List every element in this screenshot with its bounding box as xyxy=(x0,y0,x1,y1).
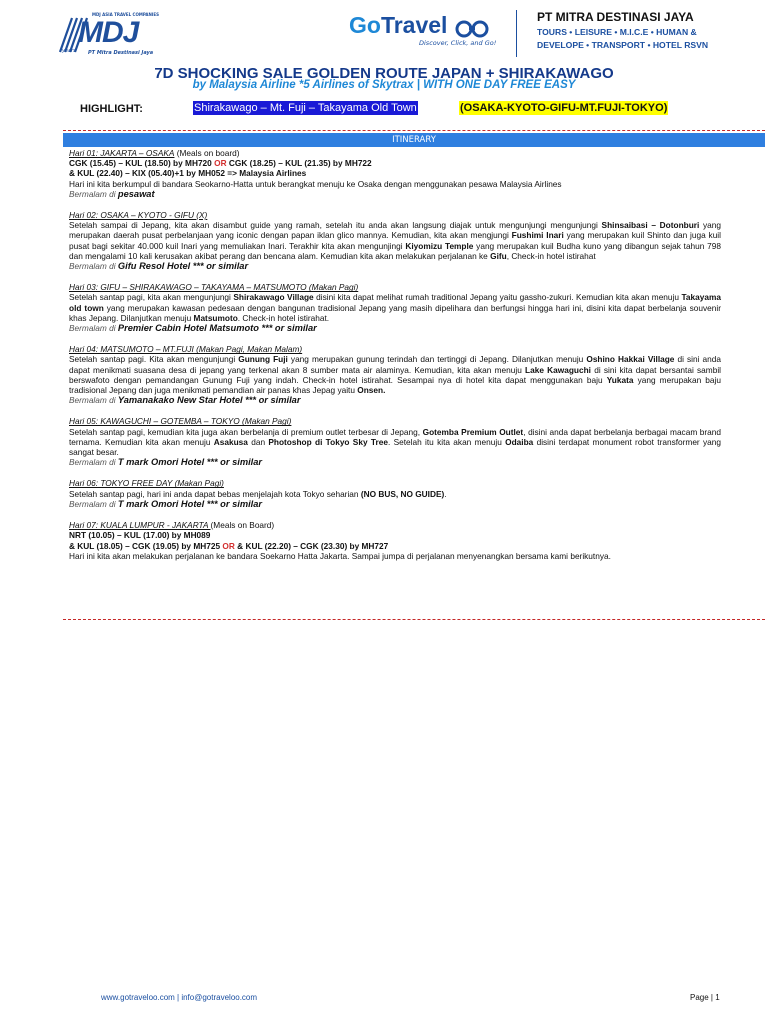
body-text: , Check-in hotel istirahat xyxy=(506,250,596,261)
day-heading: Hari 02: OSAKA – KYOTO - GIFU (X) xyxy=(69,210,208,221)
place-name: Fushimi Inari xyxy=(511,230,564,241)
page-number: Page | 1 xyxy=(690,993,720,1002)
body-text: disini terdapat monument robot transformer yang sangat besar. xyxy=(69,436,721,458)
flight-text: & KUL (18.05) – CGK (19.05) by MH725 xyxy=(69,540,223,551)
overnight-prefix: Bermalam di xyxy=(69,261,116,272)
body-text: disini kita dapat melihat rumah traditional Jepang yaitu gassho-zukuri. Kemudian kita akan menuju xyxy=(313,292,682,303)
day-heading: Hari 04: MATSUMOTO – MT.FUJI (Makan Pagi, Makan Malam) xyxy=(69,344,303,355)
day-4 xyxy=(69,344,721,405)
place-name: Photoshop di Tokyo Sky Tree xyxy=(268,436,388,447)
day-heading: Hari 05: KAWAGUCHI – GOTEMBA – TOKYO (Makan Pagi) xyxy=(69,416,292,427)
body-text: yang merupakan baju tradisional Jepang dan juga menikmati pemandian air panas khas Jepag yaitu xyxy=(69,374,721,396)
overnight xyxy=(69,189,721,199)
body-text: . Check-in hotel istirahat. xyxy=(237,312,330,323)
page-subtitle: by Malaysia Airline *5 Airlines of Skytrax | WITH ONE DAY FREE EASY xyxy=(192,79,576,91)
body-text: dan xyxy=(247,436,269,447)
overnight-prefix: Bermalam di xyxy=(69,457,116,468)
place-name: Shinsaibasi – Dotonburi xyxy=(601,220,700,231)
divider-bottom xyxy=(63,619,765,620)
body-text: yang merupakan kawasan pedesaan dengan bangunan tradisional Jepang yang masih dipelihara dan berfungsi hingga hari ini, disini kita dapat berbelanja souvenir khas Jepang. Dilanjutkan menuju xyxy=(69,302,721,323)
logo-text: MDJ xyxy=(78,16,139,49)
overnight xyxy=(69,261,721,271)
divider-top xyxy=(63,130,765,131)
place-name: Matsumoto xyxy=(193,312,238,323)
day-7 xyxy=(69,520,721,561)
body-text: yang merupakan kuil Shinto dan juga kuil pusat bagi sekitar 40.000 kuil Inari yang memuliakan Inari. Terakhir kita akan mengunjingi xyxy=(69,230,721,251)
flight-line: NRT (10.05) – KUL (17.00) by MH089 xyxy=(69,530,211,541)
overnight-place: T mark Omori Hotel *** or similar xyxy=(117,498,263,509)
itinerary-header: ITINERARY xyxy=(63,133,765,147)
overnight xyxy=(69,395,721,405)
flight-text: CGK (15.45) – KUL (18.50) by MH720 xyxy=(69,158,215,169)
or-label: OR xyxy=(222,540,235,551)
overnight xyxy=(69,499,721,509)
footer-contact[interactable]: www.gotraveloo.com | info@gotraveloo.com xyxy=(101,993,258,1002)
body-text: , disini anda dapat berbelanja berbagai macam brand ternama. Kemudian kita akan menuju xyxy=(69,426,722,447)
overnight-place: T mark Omori Hotel *** or similar xyxy=(117,457,263,468)
place-name: Gunung Fuji xyxy=(238,354,288,365)
overnight-place: pesawat xyxy=(117,188,155,199)
place-name: Odaiba xyxy=(505,436,534,447)
body-text: . xyxy=(444,488,447,499)
body-text: . Setelah itu kita akan menuju xyxy=(387,436,506,447)
place-name: Kiyomizu Temple xyxy=(405,240,474,251)
place-name: Gifu xyxy=(490,250,507,261)
overnight-place: Premier Cabin Hotel Matsumoto *** or similar xyxy=(117,323,317,334)
body-text: yang merupakan gunung terindah dan tertinggi di Jepang. Dilanjutkan menuju xyxy=(287,354,587,365)
brand-go: Go xyxy=(349,12,381,38)
day-body: Hari ini kita akan melakukan perjalanan ke bandara Soekarno Hatta Jakarta. Sampai jumpa di perjalanan menyenangkan bersama kami berikutnya. xyxy=(69,550,611,561)
logo-years: years xyxy=(62,48,76,54)
day-body xyxy=(69,354,721,395)
overnight xyxy=(69,457,721,467)
day-body xyxy=(69,427,721,458)
flight-line: & KUL (22.40) – KIX (05.40)+1 by MH052 => Malaysia Airlines xyxy=(69,168,307,179)
body-text: Setelah santap pagi, hari ini anda dapat bebas menjelajah kota Tokyo seharian xyxy=(69,488,361,499)
day-meals: (Meals on board) xyxy=(174,148,240,158)
place-name: Yukata xyxy=(606,374,634,385)
place-name: (NO BUS, NO GUIDE) xyxy=(360,488,445,499)
place-name: Takayama old town xyxy=(69,292,721,313)
brand-travel: Travel xyxy=(380,12,448,38)
mdj-logo xyxy=(58,10,168,56)
binoculars-icon xyxy=(455,20,489,38)
place-name: Lake Kawaguchi xyxy=(525,364,591,375)
day-meals: (Meals on Board) xyxy=(210,520,275,531)
flight-text: & KUL (22.20) – CGK (23.30) by MH727 xyxy=(234,540,389,551)
place-name: Shirakawago Village xyxy=(233,292,314,303)
body-text: yang merupakan kuil Budha kuno yang dibangun sejak tahun 798 dan mengalami 10 kali kerusakan akibat perang dan bencana alam. Kemudian kita akan melakukan perjalanan ke xyxy=(69,240,721,261)
page-title: 7D SHOCKING SALE GOLDEN ROUTE JAPAN + SHIRAKAWAGO xyxy=(154,65,614,82)
body-text: Setelah santap pagi, kita akan mengunjungi xyxy=(69,292,234,303)
services-line-1: TOURS • LEISURE • M.I.C.E • HUMAN & xyxy=(537,27,697,37)
logo-tagline-top: MDJ ASIA TRAVEL COMPANIES xyxy=(92,12,159,17)
body-text: di sini kita dapat bersantai sambil berswafoto dengan pemandangan Gunung Fuji yang indah. Check-in hotel istirahat. Sesampai nya di hotel kita dapat menggunakan baju xyxy=(69,364,722,385)
day-body xyxy=(69,292,721,323)
day-1 xyxy=(69,148,721,199)
logo-tagline-bottom: PT Mitra Destinasi Jaya xyxy=(88,50,154,56)
body-text: Setelah santap pagi, kemudian kita juga akan berbelanja di premium outlet terbesar di Jepang, xyxy=(69,426,423,437)
overnight-prefix: Bermalam di xyxy=(69,323,116,334)
overnight xyxy=(69,323,721,333)
overnight-place: Yamanakako New Star Hotel *** or similar xyxy=(117,395,301,406)
body-text: Setelah sampai di Jepang, kita akan disambut guide yang ramah, setelah itu anda akan langsung diajak untuk mengunjungi mengunjungi xyxy=(69,220,602,231)
day-6 xyxy=(69,478,721,509)
overnight-prefix: Bermalam di xyxy=(69,188,116,199)
brand-tagline: Discover, Click, and Go! xyxy=(419,39,497,47)
day-heading: Hari 03: GIFU – SHIRAKAWAGO – TAKAYAMA – MATSUMOTO (Makan Pagi) xyxy=(69,282,359,293)
day-heading: Hari 06: TOKYO FREE DAY (Makan Pagi) xyxy=(69,478,224,489)
flight-line xyxy=(69,541,721,551)
day-3 xyxy=(69,282,721,333)
day-body xyxy=(69,489,721,499)
body-text: di sini anda dapat menikmati suasana desa di jepang yang terkenal akan 8 sumber mata air alaminya. Kemudian, kita akan menuju xyxy=(69,354,721,375)
body-text: yang merupakan daerah pusat perbelanjaan yang iconic dengan papan iklan glico mannya. Kemudian, kita akan mengjungi xyxy=(69,220,722,241)
day-heading: Hari 01: JAKARTA – OSAKA xyxy=(69,148,175,158)
body-text: Setelah santap pagi. Kita akan mengunjungi xyxy=(69,354,239,365)
brand-name xyxy=(349,12,447,38)
place-name: Asakusa xyxy=(213,436,248,447)
overnight-prefix: Bermalam di xyxy=(69,498,116,509)
company-name: PT MITRA DESTINASI JAYA xyxy=(537,10,694,24)
day-heading: Hari 07: KUALA LUMPUR - JAKARTA xyxy=(69,520,211,531)
overnight-prefix: Bermalam di xyxy=(69,395,116,406)
highlight-places: Shirakawago – Mt. Fuji – Takayama Old Town xyxy=(194,102,417,114)
services-line-2: DEVELOPE • TRANSPORT • HOTEL RSVN xyxy=(537,40,709,50)
place-name: Gotemba Premium Outlet xyxy=(422,426,524,437)
day-2 xyxy=(69,210,721,271)
itinerary-content xyxy=(69,148,721,572)
gotravel-logo xyxy=(349,12,499,52)
day-5 xyxy=(69,416,721,467)
or-label: OR xyxy=(214,158,227,169)
highlight-label: HIGHLIGHT: xyxy=(80,103,143,115)
place-name: Oshino Hakkai Village xyxy=(586,354,675,365)
day-body xyxy=(69,220,721,261)
flight-text: CGK (18.25) – KUL (21.35) by MH722 xyxy=(226,158,372,169)
header-divider xyxy=(516,10,517,57)
overnight-place: Gifu Resol Hotel *** or similar xyxy=(117,261,249,272)
day-body: Hari ini kita berkumpul di bandara Seokarno-Hatta untuk berangkat menuju ke Osaka dengan menggunakan pesawa Malaysia Airlines xyxy=(69,178,562,189)
place-name: Onsen. xyxy=(357,385,386,396)
flight-line xyxy=(69,158,721,168)
highlight-route: (OSAKA-KYOTO-GIFU-MT.FUJI-TOKYO) xyxy=(460,102,668,114)
